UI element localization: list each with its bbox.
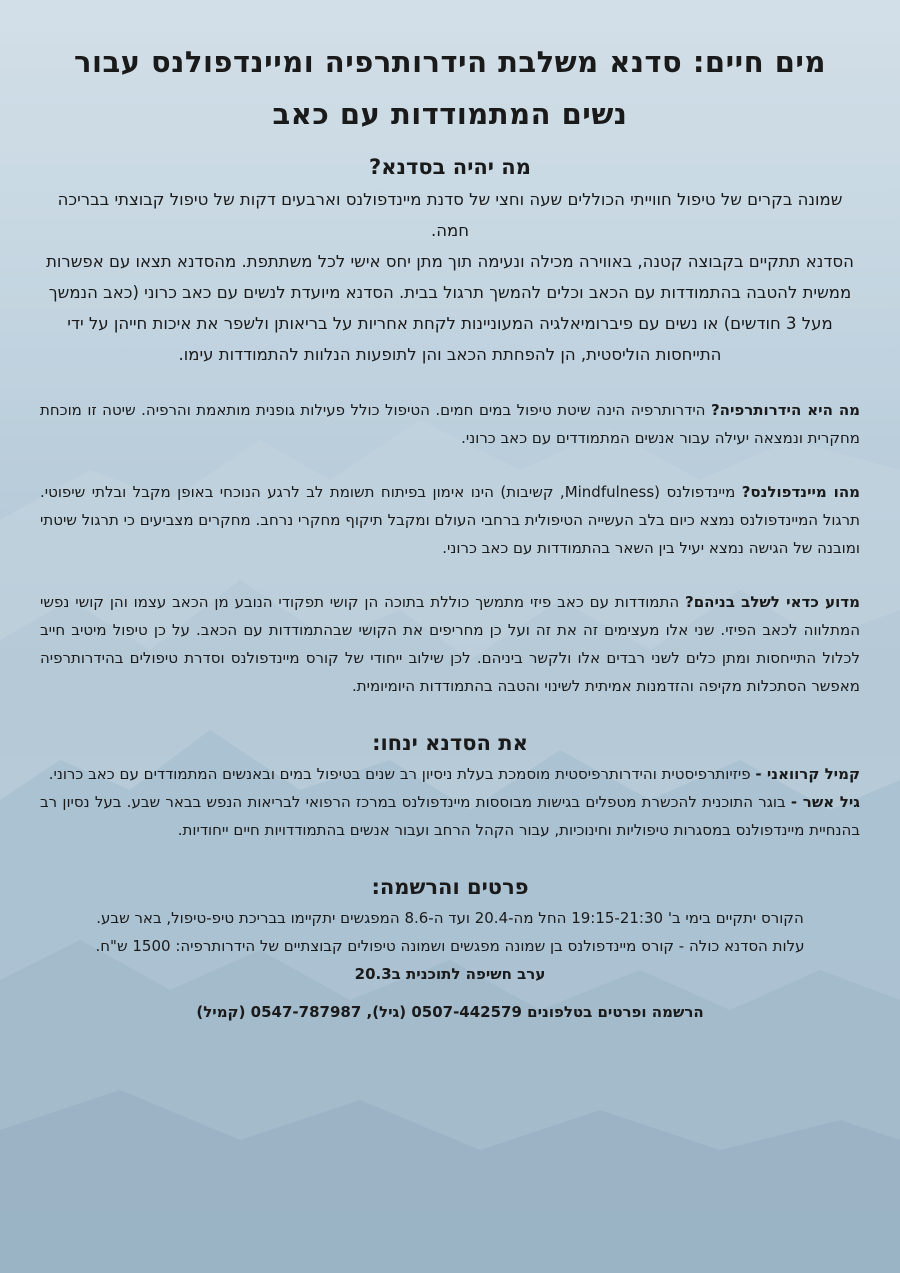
facilitator-kamil [40,760,860,788]
intro-paragraph-1: שמונה בקרים של טיפול חווייתי הכוללים שעה וחצי של סדנת מיינדפולנס וארבעים דקות של טיפול קבוצתי בבריכה חמה. [57,190,843,240]
intro-section [40,184,860,370]
details-info-evening: ערב חשיפה לתוכנית ב20.3 [354,965,546,983]
combine-text: התמודדות עם כאב פיזי מתמשך כוללת בתוכה הן קושי תפקודי הנובע מן הכאב עצמו והן קושי נפשי המתלווה לכאב הפיזי. שני אלו מעצימים זה את זה ועל כן מחריפים את הקושי שבהתמודדות עם הכאב. על כן טיפול מיטיב חייב לכלול התייחסות ומתן כלים לשני רבדים אלו ולקשר ביניהם. לכן שילוב ייחודי של קורס מיינדפולנס וסדרת טיפולים בהידרותרפיה מאפשר הסתכלות מקיפה והזדמנות אמיתית לשינוי והטבה בהתמודדות היומיומית. [40,593,860,695]
hydrotherapy-label: מה היא הידרותרפיה? [710,401,860,419]
mindfulness-label: מהו מיינדפולנס? [741,483,860,501]
combine-paragraph [40,588,860,700]
details-section [40,904,860,1026]
facilitator-kamil-name: קמיל קרוואני - [755,765,860,783]
facilitator-gil [40,788,860,844]
intro-paragraph-2: הסדנא תתקיים בקבוצה קטנה, באווירה מכילה ונעימה תוך מתן יחס אישי לכל משתתפת. מהסדנא תצאו עם אפשרות ממשית להטבה בהתמודדות עם הכאב וכלים להמשך תרגול בבית. הסדנא מיועדת לנשים עם כאב כרוני (כאב הנמשך מעל 3 חודשים) או נשים עם פיברומיאלגיה המעוניינות לקחת אחריות על בריאותן ולשפר את איכות חייהן על ידי התייחסות הוליסטית, הן להפחתת הכאב והן לתופעות הנלוות להתמודדות עימו. [46,252,854,364]
details-cost: עלות הסדנא כולה - קורס מיינדפולנס בן שמונה מפגשים ושמונה טיפולים קבוצתיים של הידרותרפיה: 1500 ש"ח. [95,937,805,955]
facilitator-gil-text: בוגר התוכנית להכשרת מטפלים בגישות מבוססות מיינדפולנס במרכז הרפואי לבריאות הנפש בבאר שבע. בעל נסיון רב בהנחיית מיינדפולנס במסגרות טיפוליות וחינוכיות, עבור הקהל הרחב ועבור אנשים בהתמודדויות חיים ייחודיות. [40,793,860,839]
details-heading: פרטים והרשמה: [371,875,529,899]
hydrotherapy-paragraph [40,396,860,452]
facilitator-kamil-text: פיזיותרפיסטית והידרותרפיסטית מוסמכת בעלת ניסיון רב שנים בטיפול במים ובאנשים המתמודדים עם כאב כרוני. [48,765,756,783]
details-schedule: הקורס יתקיים בימי ב' 19:15-21:30 החל מה-20.4 ועד ה-8.6 המפגשים יתקיימו בבריכת טיפ-טיפול, באר שבע. [96,909,804,927]
facilitators-heading: את הסדנא ינחו: [372,731,528,755]
title-line-2: נשים המתמודדות עם כאב [272,97,628,131]
intro-heading: מה יהיה בסדנא? [369,155,531,179]
combine-label: מדוע כדאי לשלב בניהם? [685,593,860,611]
hydrotherapy-text: הידרותרפיה הינה שיטת טיפול במים חמים. הטיפול כולל פעילות גופנית מותאמת והרפיה. שיטה זו מוכחת מחקרית ונמצאה יעילה עבור אנשים המתמודדים עם כאב כרוני. [40,401,860,447]
flyer [40,0,860,1026]
mindfulness-text: מיינדפולנס (Mindfulness, קשיבות) הינו אימון בפיתוח תשומת לב לרגע הנוכחי באופן מקבל ובלתי שיפוטי. תרגול המיינדפולנס נמצא כיום בלב העשייה הטיפולית ברחבי העולם ומקבל תיקוף מחקרי נרחב. מחקרים מצביעים כי תרגול שיטתי ומובנה של הגישה נמצא יעיל בין השאר בהתמודדות עם כאב כרוני. [40,483,860,557]
facilitator-gil-name: גיל אשר - [790,793,860,811]
details-registration-phones: הרשמה ופרטים בטלפונים 0507-442579 (גיל), 0547-787987 (קמיל) [196,1003,704,1021]
mindfulness-paragraph [40,478,860,562]
title-line-1: מים חיים: סדנא משלבת הידרותרפיה ומיינדפולנס עבור [74,45,826,79]
